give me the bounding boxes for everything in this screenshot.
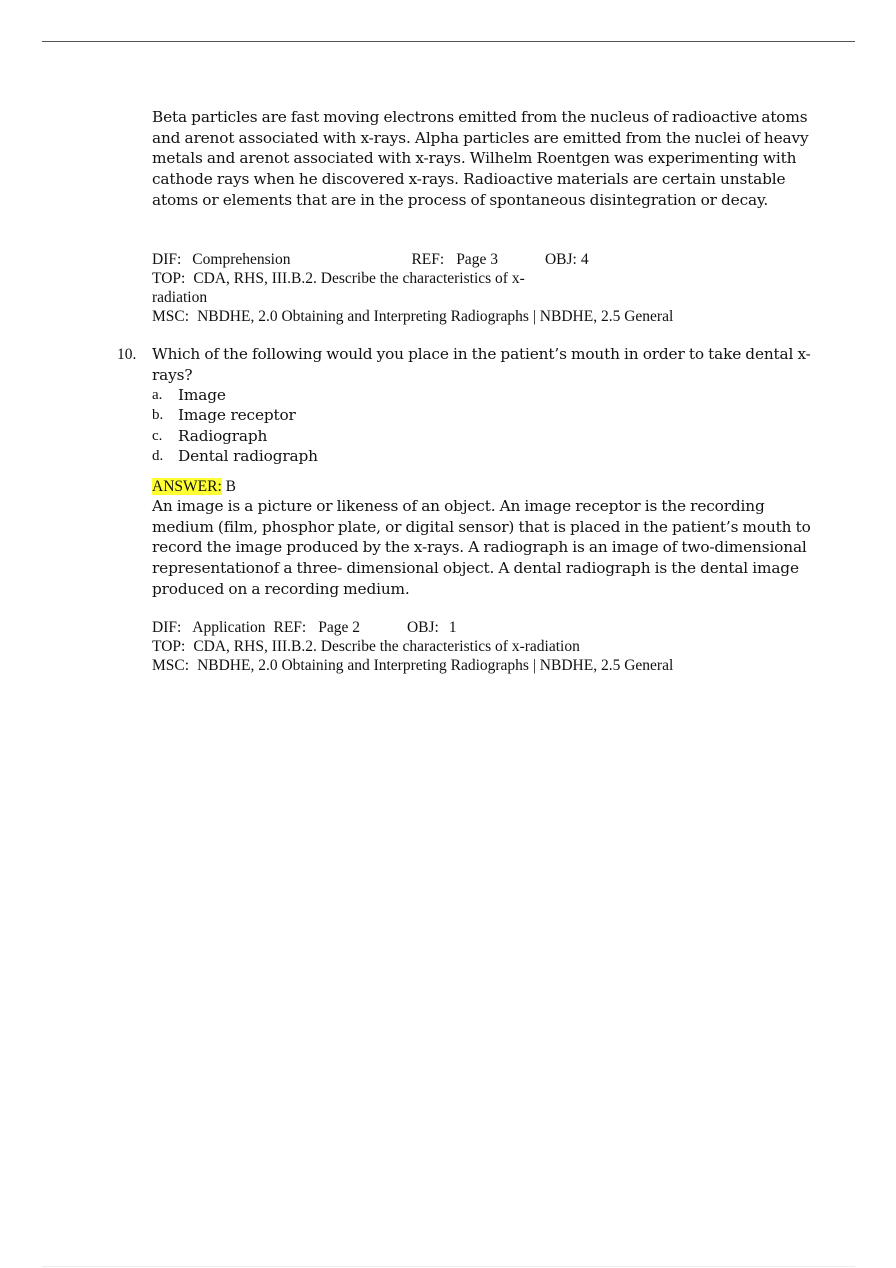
choice-letter: c. (152, 427, 163, 444)
answer-label: ANSWER: (152, 478, 222, 495)
question-metadata (152, 618, 812, 675)
choice-text: Dental radiograph (178, 446, 318, 465)
meta-top-continued (152, 288, 812, 307)
obj-value: 1 (448, 619, 457, 636)
answer-line (152, 477, 236, 496)
choice-letter: d. (152, 447, 164, 464)
msc-label: MSC: (152, 308, 190, 325)
meta-top (152, 637, 812, 656)
dif-label: DIF: (152, 619, 182, 636)
top-label: TOP: (152, 270, 186, 287)
ref-value: Page 2 (318, 619, 360, 636)
answer-value: B (225, 478, 236, 495)
footer-divider (42, 1266, 855, 1267)
meta-dif-ref-obj (152, 250, 812, 269)
dif-label: DIF: (152, 251, 182, 268)
meta-msc (152, 307, 812, 326)
previous-rationale (152, 107, 812, 211)
dif-value: Comprehension (192, 251, 291, 268)
meta-msc (152, 656, 812, 675)
header-divider (42, 41, 855, 42)
choice-letter: b. (152, 407, 164, 424)
choice-text: Radiograph (178, 426, 268, 445)
msc-value: NBDHE, 2.0 Obtaining and Interpreting Radiographs | NBDHE, 2.5 General (197, 308, 674, 325)
question-number: 10. (117, 346, 137, 363)
question-stem (152, 344, 812, 385)
choice-text: Image receptor (178, 406, 296, 425)
top-value: CDA, RHS, III.B.2. Describe the characteristics of x-radiation (193, 638, 580, 655)
meta-dif-ref-obj (152, 618, 812, 637)
choice-text: Image (178, 386, 226, 404)
top-label: TOP: (152, 638, 186, 655)
ref-value: Page 3 (456, 251, 498, 268)
question-rationale (152, 496, 812, 600)
msc-label: MSC: (152, 657, 190, 674)
obj-label: OBJ: (544, 251, 577, 268)
top-value: CDA, RHS, III.B.2. Describe the characteristics of x- (193, 270, 525, 287)
question-rationale-text: An image is a picture or likeness of an object. An image receptor is the recording medium (film, phosphor plate, or digital sensor) that is placed in the patient’s mouth to record the image produced by the x-rays. A radiograph is an image of two-dimensional representationof a three- dimensional object. A dental radiograph is the dental image produced on a recording medium. (152, 497, 811, 598)
ref-label: REF: (273, 619, 307, 636)
meta-top (152, 269, 812, 288)
dif-value: Application (192, 619, 266, 636)
choice-letter: a. (152, 387, 163, 403)
previous-metadata (152, 250, 812, 326)
msc-value: NBDHE, 2.0 Obtaining and Interpreting Radiographs | NBDHE, 2.5 General (197, 657, 674, 674)
obj-value: 4 (580, 251, 589, 268)
previous-rationale-text: Beta particles are fast moving electrons emitted from the nucleus of radioactive atoms and arenot associated with x-rays. Alpha particles are emitted from the nuclei of heavy metals and arenot associated with x-rays. Wilhelm Roentgen was experimenting with cathode rays when he discovered x-rays. Radioactive materials are certain unstable atoms or elements that are in the process of spontaneous disintegration or decay. (152, 108, 809, 209)
ref-label: REF: (411, 251, 445, 268)
obj-label: OBJ: (406, 619, 439, 636)
question-stem-text: Which of the following would you place in the patient’s mouth in order to take dental x-rays? (152, 345, 811, 384)
top-value-continued: radiation (152, 289, 208, 306)
